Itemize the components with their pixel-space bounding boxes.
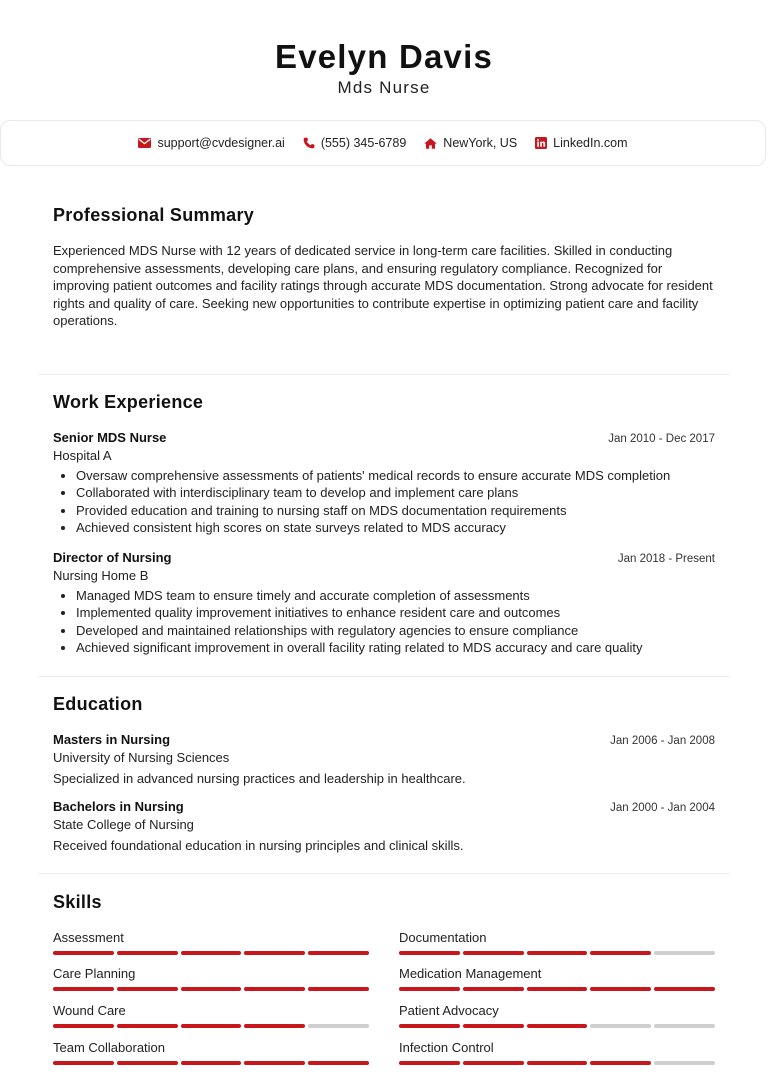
- skill-item: [399, 1003, 715, 1028]
- job-bullet: • Developed and maintained relationships with regulatory agencies to ensure compliance: [76, 622, 715, 639]
- experience-heading: Work Experience: [53, 392, 204, 412]
- education-entry: [53, 799, 715, 853]
- skill-item: [53, 930, 369, 955]
- skill-segment-filled: [463, 1061, 524, 1065]
- contact-phone[interactable]: [303, 136, 406, 150]
- skill-level-bar: [399, 1061, 715, 1065]
- job-bullet: • Collaborated with interdisciplinary team to develop and implement care plans: [76, 484, 715, 501]
- skill-segment-filled: [399, 987, 460, 991]
- job-bullet: • Provided education and training to nursing staff on MDS documentation requirements: [76, 502, 715, 519]
- section-divider: [38, 676, 730, 677]
- skills-section: [53, 892, 715, 1072]
- skill-segment-empty: [654, 1024, 715, 1028]
- skill-name: Wound Care: [53, 1003, 126, 1018]
- school-name: State College of Nursing: [53, 817, 194, 832]
- skill-segment-filled: [308, 1061, 369, 1065]
- skill-item: [53, 1040, 369, 1065]
- skill-segment-empty: [654, 1061, 715, 1065]
- skill-segment-filled: [590, 987, 651, 991]
- envelope-icon: [138, 138, 151, 148]
- job-entry: [53, 550, 715, 657]
- skill-item: [399, 1040, 715, 1065]
- skill-name: Patient Advocacy: [399, 1003, 499, 1018]
- skill-segment-filled: [53, 987, 114, 991]
- job-bullet: • Oversaw comprehensive assessments of patients' medical records to ensure accurate MDS completion: [76, 467, 715, 484]
- education-section: [53, 694, 715, 864]
- skill-segment-filled: [590, 951, 651, 955]
- job-date: Jan 2018 - Present: [617, 553, 715, 565]
- contact-email-text: support@cvdesigner.ai: [157, 136, 285, 150]
- skill-segment-filled: [590, 1061, 651, 1065]
- degree-title: Bachelors in Nursing: [53, 799, 184, 814]
- skill-name: Assessment: [53, 930, 124, 945]
- contact-bar: [0, 120, 766, 166]
- contact-linkedin[interactable]: [535, 136, 627, 150]
- skill-segment-filled: [654, 987, 715, 991]
- skill-segment-empty: [308, 1024, 369, 1028]
- candidate-title: Mds Nurse: [337, 78, 431, 97]
- skill-segment-filled: [399, 1061, 460, 1065]
- contact-location-text: NewYork, US: [443, 136, 518, 150]
- skill-segment-filled: [117, 951, 178, 955]
- skill-level-bar: [399, 1024, 715, 1028]
- skill-segment-filled: [117, 1024, 178, 1028]
- contact-phone-text: (555) 345-6789: [320, 136, 407, 150]
- skill-name: Care Planning: [53, 966, 136, 981]
- skill-segment-filled: [181, 987, 242, 991]
- education-date: Jan 2006 - Jan 2008: [610, 735, 715, 747]
- skill-level-bar: [399, 987, 715, 991]
- skill-segment-filled: [463, 1024, 524, 1028]
- candidate-name: Evelyn Davis: [274, 38, 494, 75]
- skill-segment-filled: [53, 951, 114, 955]
- skill-segment-filled: [181, 1061, 242, 1065]
- skill-name: Medication Management: [399, 966, 542, 981]
- education-description: Received foundational education in nursing principles and clinical skills.: [53, 838, 464, 853]
- skill-name: Documentation: [399, 930, 487, 945]
- skill-segment-filled: [181, 1024, 242, 1028]
- skill-item: [53, 966, 369, 991]
- summary-section: [53, 205, 715, 330]
- job-bullet: • Achieved significant improvement in overall facility rating related to MDS accuracy and care quality: [76, 639, 715, 656]
- skill-segment-filled: [463, 987, 524, 991]
- education-description: Specialized in advanced nursing practices and leadership in healthcare.: [53, 771, 466, 786]
- skill-level-bar: [53, 987, 369, 991]
- skill-segment-empty: [590, 1024, 651, 1028]
- skill-segment-filled: [399, 1024, 460, 1028]
- skill-level-bar: [53, 1024, 369, 1028]
- job-entry: [53, 430, 715, 537]
- job-bullets: [53, 467, 715, 537]
- job-bullet: • Achieved consistent high scores on state surveys related to MDS accuracy: [76, 519, 715, 536]
- phone-icon: [303, 137, 315, 149]
- skill-segment-filled: [117, 987, 178, 991]
- skill-segment-filled: [399, 951, 460, 955]
- job-title: Director of Nursing: [53, 550, 172, 565]
- skill-segment-filled: [181, 951, 242, 955]
- skill-level-bar: [53, 1061, 369, 1065]
- skill-segment-filled: [53, 1061, 114, 1065]
- skill-segment-filled: [244, 1061, 305, 1065]
- job-org: Nursing Home B: [53, 568, 149, 583]
- contact-location: [424, 136, 517, 150]
- job-bullets: [53, 587, 715, 657]
- skill-segment-filled: [527, 987, 588, 991]
- skill-segment-filled: [527, 1024, 588, 1028]
- job-bullet: • Managed MDS team to ensure timely and accurate completion of assessments: [76, 587, 715, 604]
- skill-segment-filled: [117, 1061, 178, 1065]
- skill-segment-filled: [527, 951, 588, 955]
- skill-segment-filled: [308, 951, 369, 955]
- experience-section: [53, 392, 715, 672]
- skill-level-bar: [399, 951, 715, 955]
- skill-segment-filled: [244, 987, 305, 991]
- section-divider: [38, 873, 730, 874]
- education-date: Jan 2000 - Jan 2004: [610, 802, 715, 814]
- education-entry: [53, 732, 715, 786]
- skill-segment-filled: [53, 1024, 114, 1028]
- contact-email[interactable]: [138, 136, 284, 150]
- summary-text: Experienced MDS Nurse with 12 years of dedicated service in long-term care facilities. Skilled in conducting comprehensive assessments, developing care plans, and ensuring regulatory compliance. Recognized for improving patient outcomes and facility ratings through accurate MDS documentation. Strong advocate for resident rights and quality of care. Seeking new opportunities to contribute expertise in optimizing patient care and facility operations.: [53, 243, 713, 329]
- skill-segment-filled: [463, 951, 524, 955]
- skill-segment-filled: [244, 1024, 305, 1028]
- skill-segment-filled: [244, 951, 305, 955]
- skill-name: Infection Control: [399, 1040, 494, 1055]
- skill-item: [399, 966, 715, 991]
- skill-segment-filled: [527, 1061, 588, 1065]
- skill-item: [53, 1003, 369, 1028]
- summary-heading: Professional Summary: [53, 205, 255, 225]
- skills-heading: Skills: [53, 892, 102, 912]
- education-heading: Education: [53, 694, 143, 714]
- linkedin-icon: [535, 137, 547, 149]
- job-title: Senior MDS Nurse: [53, 430, 167, 445]
- job-bullet: • Implemented quality improvement initiatives to enhance resident care and outcomes: [76, 604, 715, 621]
- skill-item: [399, 930, 715, 955]
- home-icon: [424, 138, 437, 149]
- skill-segment-empty: [654, 951, 715, 955]
- school-name: University of Nursing Sciences: [53, 750, 230, 765]
- resume-header: [0, 0, 768, 98]
- job-date: Jan 2010 - Dec 2017: [608, 433, 715, 445]
- job-org: Hospital A: [53, 448, 112, 463]
- degree-title: Masters in Nursing: [53, 732, 171, 747]
- skill-level-bar: [53, 951, 369, 955]
- section-divider: [38, 374, 730, 375]
- skill-segment-filled: [308, 987, 369, 991]
- contact-linkedin-text: LinkedIn.com: [553, 136, 628, 150]
- skill-name: Team Collaboration: [53, 1040, 166, 1055]
